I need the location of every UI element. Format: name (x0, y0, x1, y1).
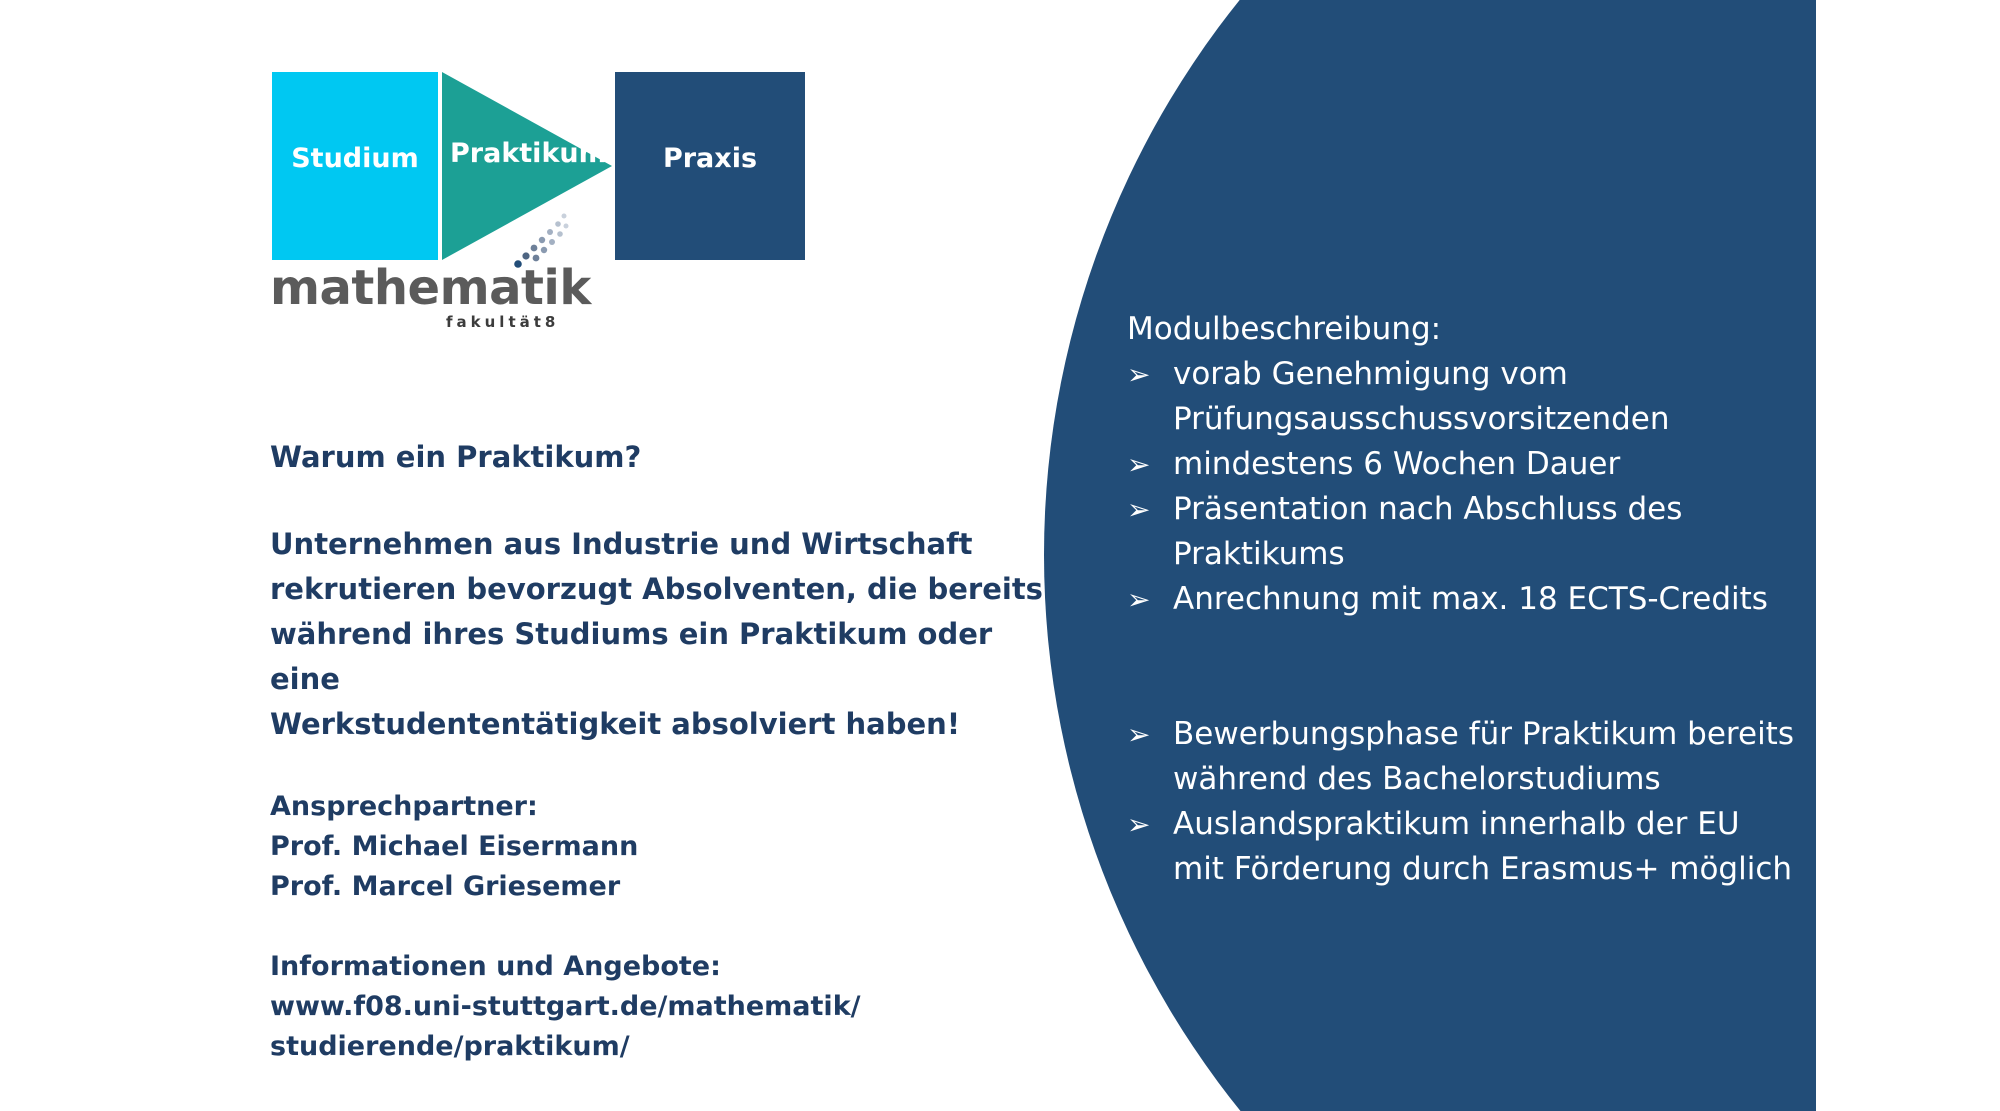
bullet-text-line: Präsentation nach Abschluss des (1173, 491, 1683, 527)
bullet-text-line: vorab Genehmigung vom (1173, 356, 1568, 392)
info-heading: Informationen und Angebote: (270, 951, 721, 982)
bullet-text-line: Auslandspraktikum innerhalb der EU (1173, 806, 1740, 842)
bullet-text-line: Prüfungsausschussvorsitzenden (1173, 401, 1670, 437)
bullet-text-line: Bewerbungsphase für Praktikum bereits (1173, 716, 1794, 752)
logo (270, 70, 830, 340)
module-bullet-list (1127, 352, 1807, 622)
left-text-column (270, 437, 1050, 1067)
arrowhead-bullet-icon: ➢ (1127, 493, 1151, 526)
arrowhead-bullet-icon: ➢ (1127, 583, 1151, 616)
lead-paragraph (270, 522, 1050, 747)
contact-block (270, 787, 1050, 907)
bullet-text-line: Anrechnung mit max. 18 ECTS-Credits (1173, 581, 1768, 617)
bullet-text-line: Praktikums (1173, 536, 1345, 572)
right-margin-strip (1816, 0, 2000, 1111)
info-block (270, 947, 1050, 1067)
bullet-item (1127, 802, 1807, 892)
bullet-text-line: mit Förderung durch Erasmus+ möglich (1173, 851, 1793, 887)
bullet-item (1127, 442, 1807, 487)
logo-praxis-label: Praxis (662, 142, 758, 174)
logo-studium-label: Studium (291, 142, 419, 174)
info-url-line: studierende/praktikum/ (270, 1031, 630, 1062)
contact-person: Prof. Marcel Griesemer (270, 871, 621, 902)
lead-line: während ihres Studiums ein Praktikum oder eine (270, 617, 993, 696)
lead-line: rekrutieren bevorzugt Absolventen, die bereits (270, 572, 1043, 606)
lead-line: Werkstudententätigkeit absolviert haben! (270, 707, 961, 741)
contact-person: Prof. Michael Eisermann (270, 831, 639, 862)
info-url-line: www.f08.uni-stuttgart.de/mathematik/ (270, 991, 861, 1022)
application-bullet-list (1127, 712, 1807, 892)
module-description (1127, 307, 1807, 892)
logo-wordmark: mathematik (270, 260, 591, 316)
bullet-text-line: während des Bachelorstudiums (1173, 761, 1661, 797)
logo-praxis-box (615, 72, 805, 260)
logo-subline: fakultät8 (446, 313, 560, 331)
logo-studium-box (272, 72, 438, 260)
bullet-item (1127, 487, 1807, 577)
logo-praktikum-label: Praktikum (450, 138, 607, 169)
arrowhead-bullet-icon: ➢ (1127, 718, 1151, 751)
bullet-text-line: mindestens 6 Wochen Dauer (1173, 446, 1621, 482)
arrowhead-bullet-icon: ➢ (1127, 358, 1151, 391)
module-description-heading: Modulbeschreibung: (1127, 311, 1442, 347)
contact-heading: Ansprechpartner: (270, 791, 538, 822)
lead-line: Unternehmen aus Industrie und Wirtschaft (270, 527, 973, 561)
why-internship-heading: Warum ein Praktikum? (270, 440, 642, 474)
bullet-item (1127, 352, 1807, 442)
bullet-item (1127, 577, 1807, 622)
bullet-item (1127, 712, 1807, 802)
arrowhead-bullet-icon: ➢ (1127, 448, 1151, 481)
arrowhead-bullet-icon: ➢ (1127, 808, 1151, 841)
